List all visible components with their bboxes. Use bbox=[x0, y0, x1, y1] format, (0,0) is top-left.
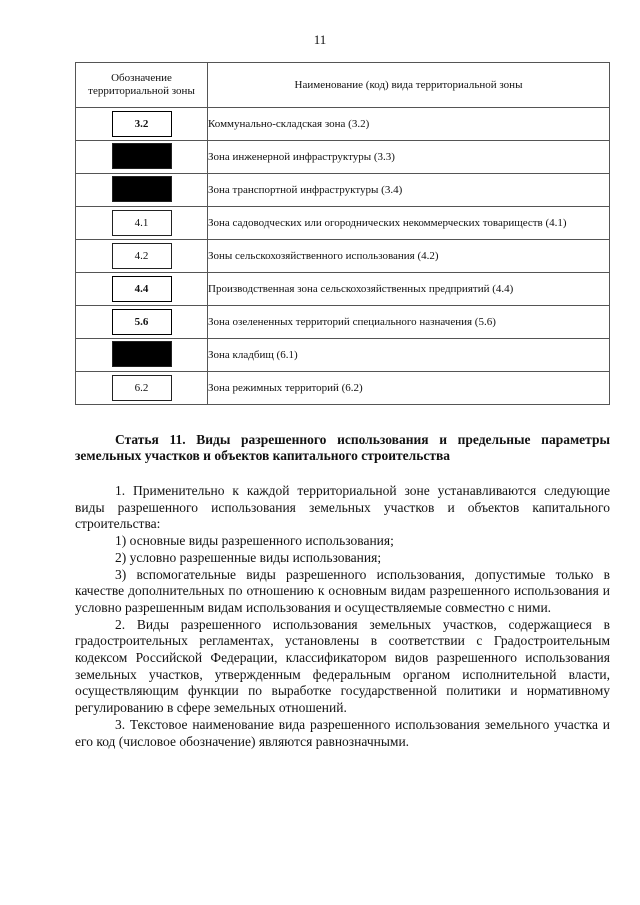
article-paragraph: 3. Текстовое наименование вида разрешенного использования земельного участка и его код (числовое обозначение) являются равнозначными. bbox=[75, 716, 610, 749]
zone-swatch-filled bbox=[112, 143, 172, 169]
table-row bbox=[76, 273, 610, 306]
table-header-row bbox=[76, 63, 610, 108]
zone-code-cell bbox=[76, 108, 208, 141]
zone-code-cell bbox=[76, 207, 208, 240]
zone-code-cell bbox=[76, 372, 208, 405]
table-row bbox=[76, 306, 610, 339]
table-row bbox=[76, 174, 610, 207]
zone-code-box: 5.6 bbox=[112, 309, 172, 335]
zone-name-cell: Зона режимных территорий (6.2) bbox=[208, 372, 610, 405]
zone-name-cell: Зоны сельскохозяйственного использования (4.2) bbox=[208, 240, 610, 273]
zone-code-cell bbox=[76, 273, 208, 306]
article-paragraph: 1) основные виды разрешенного использования; bbox=[115, 533, 394, 549]
article-paragraph: 3) вспомогательные виды разрешенного использования, допустимые только в качестве дополнительных по отношению к основным видам разрешенного использования и условно разрешенным видам использования и осуществляемые совместно с ними. bbox=[75, 566, 610, 615]
zones-table bbox=[75, 62, 610, 405]
article-body bbox=[75, 483, 610, 750]
zone-code-box: 6.2 bbox=[112, 375, 172, 401]
zone-swatch-filled bbox=[112, 176, 172, 202]
zone-code-cell bbox=[76, 240, 208, 273]
zone-code-cell bbox=[76, 306, 208, 339]
zone-code-cell bbox=[76, 174, 208, 207]
zone-code-box: 4.1 bbox=[112, 210, 172, 236]
article-paragraph: 2. Виды разрешенного использования земельных участков, содержащиеся в градостроительных регламентах, установлены в соответствии с Градостроительным кодексом Российской Федерации, классификатором видов разрешенного использования земельных участков, утвержденным федеральным органом исполнительной власти, осуществляющим функции по выработке государственной политики и нормативному регулированию в сфере земельных отношений. bbox=[75, 616, 610, 716]
table-row bbox=[76, 339, 610, 372]
article-paragraph: 1. Применительно к каждой территориальной зоне устанавливаются следующие виды разрешенного использования земельных участков и объектов капитального строительства: bbox=[75, 483, 610, 532]
zone-code-box: 4.2 bbox=[112, 243, 172, 269]
article-heading: Статья 11. Виды разрешенного использования и предельные параметры земельных участков и объектов капитального строительства bbox=[75, 432, 610, 463]
table-row bbox=[76, 141, 610, 174]
header-name: Наименование (код) вида территориальной зоны bbox=[208, 63, 610, 108]
zone-code-cell bbox=[76, 141, 208, 174]
zone-code-box: 4.4 bbox=[112, 276, 172, 302]
table-row bbox=[76, 108, 610, 141]
article-paragraph: 2) условно разрешенные виды использования; bbox=[115, 549, 382, 565]
zone-name-cell: Зона кладбищ (6.1) bbox=[208, 339, 610, 372]
page-number: 11 bbox=[313, 32, 327, 47]
zone-code-box: 3.2 bbox=[112, 111, 172, 137]
header-code: Обозначение территориальной зоны bbox=[76, 63, 208, 108]
zone-name-cell: Зона транспортной инфраструктуры (3.4) bbox=[208, 174, 610, 207]
zone-name-cell: Зона озелененных территорий специального назначения (5.6) bbox=[208, 306, 610, 339]
zone-name-cell: Зона инженерной инфраструктуры (3.3) bbox=[208, 141, 610, 174]
zone-name-cell: Производственная зона сельскохозяйственных предприятий (4.4) bbox=[208, 273, 610, 306]
zone-name-cell: Коммунально-складская зона (3.2) bbox=[208, 108, 610, 141]
table-row bbox=[76, 240, 610, 273]
zone-swatch-filled bbox=[112, 341, 172, 367]
table-row bbox=[76, 372, 610, 405]
zone-name-cell: Зона садоводческих или огороднических некоммерческих товариществ (4.1) bbox=[208, 207, 610, 240]
zone-code-cell bbox=[76, 339, 208, 372]
table-row bbox=[76, 207, 610, 240]
